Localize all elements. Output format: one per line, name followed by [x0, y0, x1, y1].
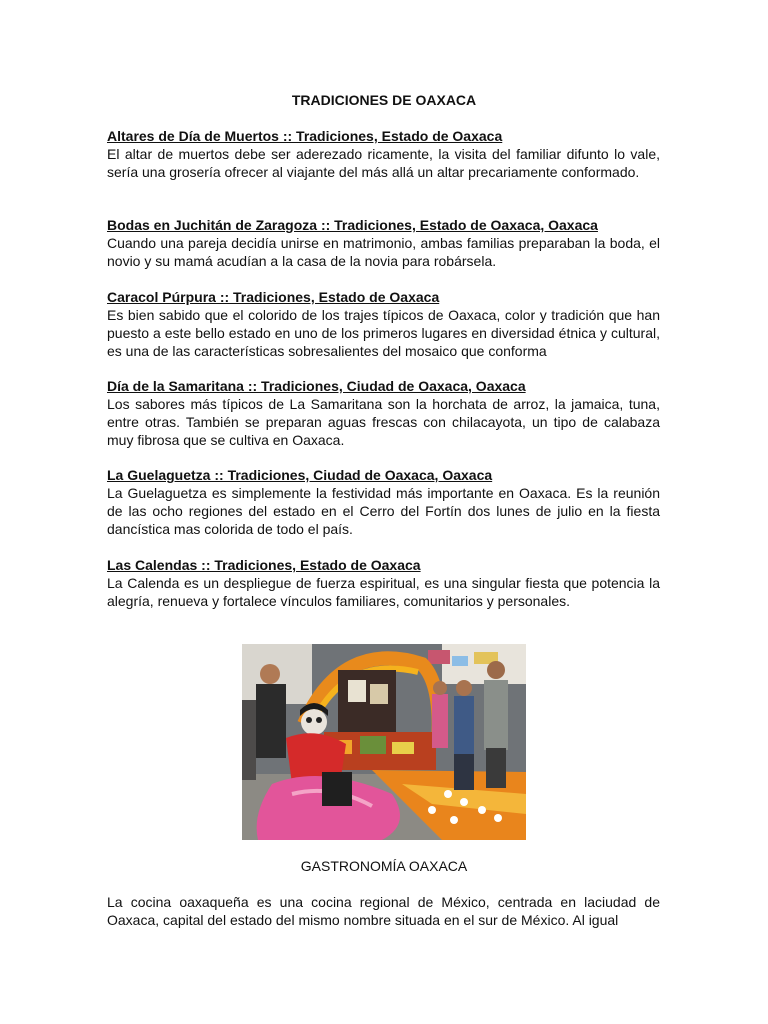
section-body: Es bien sabido que el colorido de los trajes típicos de Oaxaca, color y tradición que han puesto a este bello estado en uno de los primeros lugares en diversidad étnica y cultural, es una de las características sobresalientes del mosaico que conforma [107, 307, 660, 359]
intro-paragraph: La cocina oaxaqueña es una cocina regional de México, centrada en laciudad de Oaxaca, capital del estado del mismo nombre situada en el sur de México. Al igual [107, 894, 660, 928]
section-body: El altar de muertos debe ser aderezado ricamente, la visita del familiar difunto lo vale, sería una grosería ofrecer al viajante del más allá un altar precariamente conformado. [107, 146, 660, 180]
section-calendas [107, 556, 660, 610]
altar-photo [242, 644, 526, 840]
section-body: La Calenda es un despliegue de fuerza espiritual, es una singular fiesta que potencia la alegría, renueva y fortalece vínculos familiares, comunitarios y personales. [107, 575, 660, 609]
section-heading: Día de la Samaritana :: Tradiciones, Ciudad de Oaxaca, Oaxaca [107, 378, 526, 394]
section-altares [107, 127, 660, 181]
section-samaritana [107, 377, 660, 449]
section-heading: Las Calendas :: Tradiciones, Estado de Oaxaca [107, 557, 421, 573]
section-body: La Guelaguetza es simplemente la festividad más importante en Oaxaca. Es la reunión de las ocho regiones del estado en el Cerro del Fortín dos lunes de julio en la fiesta dancística mas colorida de todo el país. [107, 485, 660, 537]
section-heading: La Guelaguetza :: Tradiciones, Ciudad de Oaxaca, Oaxaca [107, 467, 493, 483]
section-heading: Altares de Día de Muertos :: Tradiciones, Estado de Oaxaca [107, 128, 503, 144]
section-heading: Bodas en Juchitán de Zaragoza :: Tradiciones, Estado de Oaxaca, Oaxaca [107, 217, 598, 233]
section-guelaguetza [107, 466, 660, 538]
section-body: Cuando una pareja decidía unirse en matrimonio, ambas familias preparaban la boda, el novio y su mamá acudían a la casa de la novia para robársela. [107, 235, 660, 269]
section-subtitle: GASTRONOMÍA OAXACA [300, 858, 468, 874]
section-bodas [107, 216, 660, 270]
section-caracol [107, 288, 660, 360]
document-title: TRADICIONES DE OAXACA [291, 92, 477, 108]
section-body: Los sabores más típicos de La Samaritana son la horchata de arroz, la jamaica, tuna, entre otras. También se preparan aguas frescas con chilacayota, un tipo de calabaza muy fibrosa que se cultiva en Oaxaca. [107, 396, 660, 448]
section-heading: Caracol Púrpura :: Tradiciones, Estado de Oaxaca [107, 289, 440, 305]
